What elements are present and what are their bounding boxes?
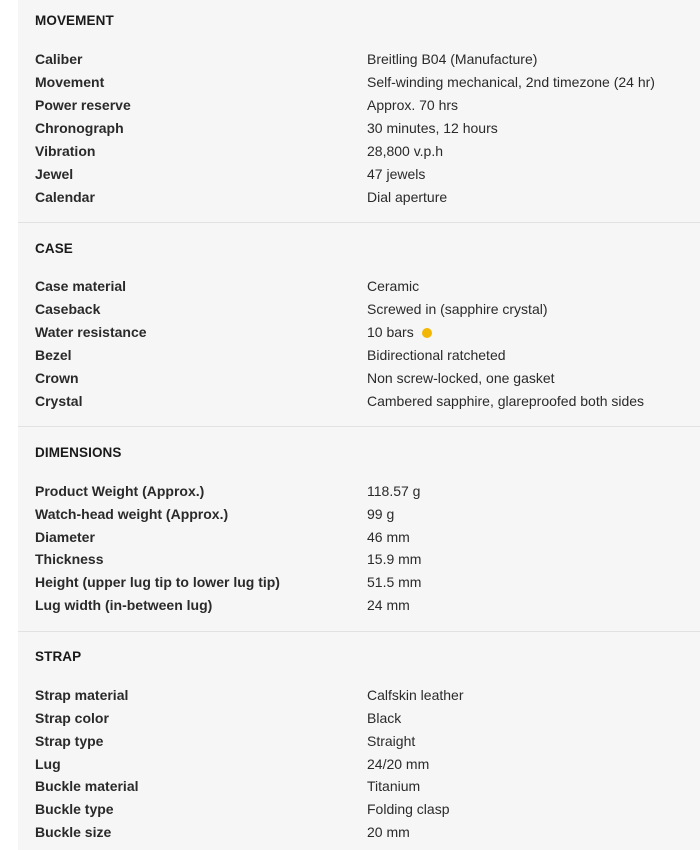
spec-label: Crystal — [35, 393, 83, 409]
spec-label: Chronograph — [35, 120, 124, 136]
spec-label: Strap material — [35, 687, 129, 703]
specifications-panel — [18, 0, 700, 850]
spec-label: Product Weight (Approx.) — [35, 483, 205, 499]
spec-row-caseback — [18, 300, 700, 323]
spec-label: Buckle size — [35, 824, 112, 840]
spec-row-chronograph — [18, 119, 700, 142]
spec-value: Bidirectional ratcheted — [367, 347, 506, 363]
spec-row-height — [18, 573, 700, 596]
spec-label: Bezel — [35, 347, 72, 363]
spec-row-buckle-size — [18, 823, 700, 846]
spec-value: Screwed in (sapphire crystal) — [367, 301, 548, 317]
spec-value: Approx. 70 hrs — [367, 97, 459, 113]
spec-label: Water resistance — [35, 324, 147, 340]
spec-value: 51.5 mm — [367, 574, 422, 590]
spec-row-crystal — [18, 392, 700, 415]
spec-label: Lug width (in-between lug) — [35, 597, 213, 613]
spec-row-lug — [18, 755, 700, 778]
spec-value: Non screw-locked, one gasket — [367, 370, 555, 386]
spec-label: Crown — [35, 370, 79, 386]
section-divider — [18, 631, 700, 632]
spec-value: Straight — [367, 733, 416, 749]
section-divider — [18, 222, 700, 223]
spec-row-buckle-material — [18, 777, 700, 800]
spec-value: 24/20 mm — [367, 756, 430, 772]
spec-value: Cambered sapphire, glareproofed both sides — [367, 393, 645, 409]
spec-label: Calendar — [35, 189, 95, 205]
spec-value-with-info — [367, 323, 432, 341]
spec-label: Watch-head weight (Approx.) — [35, 506, 229, 522]
spec-label: Case material — [35, 278, 127, 294]
spec-row-water-resistance — [18, 323, 700, 346]
spec-row-lug-width — [18, 596, 700, 619]
section-title-movement: MOVEMENT — [35, 13, 114, 28]
spec-value: Calfskin leather — [367, 687, 464, 703]
spec-value: 15.9 mm — [367, 551, 422, 567]
spec-value: 24 mm — [367, 597, 410, 613]
spec-row-case-material — [18, 277, 700, 300]
spec-label: Caliber — [35, 51, 83, 67]
spec-label: Strap color — [35, 710, 109, 726]
spec-value: Self-winding mechanical, 2nd timezone (24 hr) — [367, 74, 655, 90]
section-title-strap: STRAP — [35, 649, 82, 664]
spec-row-strap-material — [18, 686, 700, 709]
spec-value: Dial aperture — [367, 189, 448, 205]
spec-row-strap-type — [18, 732, 700, 755]
spec-value: 118.57 g — [367, 483, 421, 499]
spec-row-buckle-type — [18, 800, 700, 823]
spec-row-watch-head-weight — [18, 505, 700, 528]
spec-value: Titanium — [367, 778, 421, 794]
spec-row-movement — [18, 73, 700, 96]
spec-label: Buckle material — [35, 778, 139, 794]
spec-row-power-reserve — [18, 96, 700, 119]
spec-row-vibration — [18, 142, 700, 165]
spec-row-product-weight — [18, 482, 700, 505]
spec-label: Strap type — [35, 733, 104, 749]
spec-label: Diameter — [35, 529, 95, 545]
spec-row-diameter — [18, 528, 700, 551]
spec-value: Ceramic — [367, 278, 420, 294]
spec-label: Movement — [35, 74, 105, 90]
spec-label: Power reserve — [35, 97, 131, 113]
spec-value: 10 bars — [367, 324, 414, 340]
spec-value: Breitling B04 (Manufacture) — [367, 51, 538, 67]
spec-row-crown — [18, 369, 700, 392]
spec-value: 99 g — [367, 506, 395, 522]
spec-row-strap-color — [18, 709, 700, 732]
spec-label: Caseback — [35, 301, 101, 317]
section-divider — [18, 426, 700, 427]
spec-label: Jewel — [35, 166, 74, 182]
spec-value: 28,800 v.p.h — [367, 143, 444, 159]
spec-label: Lug — [35, 756, 61, 772]
section-title-case: CASE — [35, 241, 73, 256]
spec-value: 46 mm — [367, 529, 410, 545]
spec-row-thickness — [18, 550, 700, 573]
section-title-dimensions: DIMENSIONS — [35, 445, 122, 460]
spec-label: Vibration — [35, 143, 96, 159]
spec-row-caliber — [18, 50, 700, 73]
spec-label: Buckle type — [35, 801, 114, 817]
info-icon[interactable] — [422, 328, 432, 338]
spec-row-calendar — [18, 188, 700, 211]
spec-value: Folding clasp — [367, 801, 450, 817]
spec-label: Height (upper lug tip to lower lug tip) — [35, 574, 280, 590]
spec-value: 47 jewels — [367, 166, 426, 182]
spec-label: Thickness — [35, 551, 104, 567]
spec-value: 30 minutes, 12 hours — [367, 120, 498, 136]
spec-value: Black — [367, 710, 402, 726]
spec-row-bezel — [18, 346, 700, 369]
spec-value: 20 mm — [367, 824, 410, 840]
spec-row-jewel — [18, 165, 700, 188]
